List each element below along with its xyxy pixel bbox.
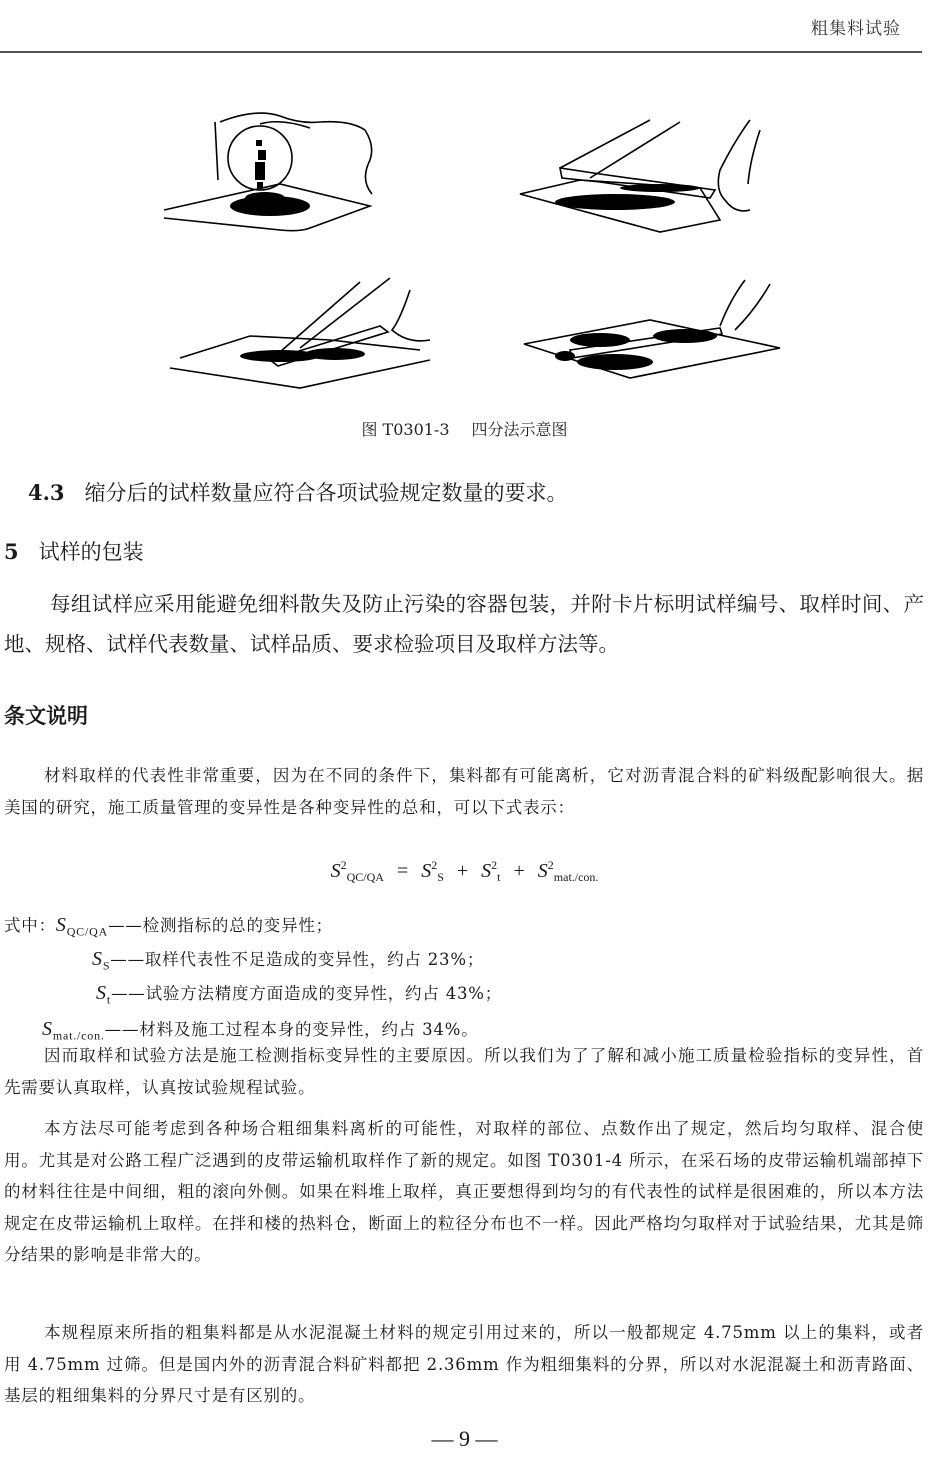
- notes-paragraph-1: 材料取样的代表性非常重要，因为在不同的条件下，集料都有可能离析，它对沥青混合料的矿料级配影响很大。据美国的研究，施工质量管理的变异性是各种变异性的总和，可以下式表示：: [4, 766, 924, 817]
- section-4-3: [28, 477, 568, 507]
- notes-heading: 条文说明: [4, 704, 88, 728]
- section-5-heading: [4, 536, 144, 566]
- figure-panel-flatten: [510, 110, 785, 240]
- notes-paragraph-3: 本方法尽可能考虑到各种场合粗细集料离析的可能性，对取样的部位、点数作出了规定，然后均匀取样、混合使用。尤其是对公路工程广泛遇到的皮带运输机取样作了新的规定。如图 T0301-4 所示，在采石场的皮带运输机端部掉下的材料往往是中间细，粗的滚向外侧。如果在料堆上取样，真正要想得到均匀的有代表性的试样是很困难的，所以本方法规定在皮带运输机上取样。在拌和楼的热料仓，断面上的粒径分布也不一样。因此严格均匀取样对于试验结果，尤其是筛分结果的影响是非常大的。: [4, 1119, 924, 1264]
- page-number: — 9 —: [431, 1426, 498, 1451]
- header-rule: [0, 51, 922, 53]
- figure-panel-pour: [160, 110, 440, 240]
- figure-caption: [0, 417, 929, 440]
- section-number: 4.3: [28, 480, 65, 505]
- section-text: 缩分后的试样数量应符合各项试验规定数量的要求。: [84, 481, 568, 505]
- notes-paragraph-2: 因而取样和试验方法是施工检测指标变异性的主要原因。所以我们为了了解和减小施工质量检验指标的变异性，首先需要认真取样，认真按试验规程试验。: [4, 1046, 924, 1097]
- running-head-title: 粗集料试验: [811, 19, 901, 39]
- variance-formula: $S^2_{QC/QA} = S^2_S + S^2_t + S^2_{mat./con.}$: [330, 858, 599, 884]
- figure-title: 四分法示意图: [471, 420, 568, 439]
- section-title: 试样的包装: [38, 540, 144, 564]
- figure-panel-quarter: [510, 270, 785, 390]
- notes-paragraph-4: 本规程原来所指的粗集料都是从水泥混凝土材料的规定引用过来的，所以一般都规定 4.75mm 以上的集料，或者用 4.75mm 过筛。但是国内外的沥青混合料矿料都把 2.36mm 作为粗细集料的分界，所以对水泥混凝土和沥青路面、基层的粗细集料的分界尺寸是有区别的。: [4, 1323, 924, 1405]
- definition-item: 式中：$S_{QC/QA}——$检测指标的总的变异性；: [4, 914, 333, 939]
- definition-item: $S_t——$试验方法精度方面造成的变异性，约占 43%；: [96, 982, 503, 1007]
- quartering-method-figure: [150, 110, 780, 400]
- figure-number: 图 T0301-3: [361, 420, 450, 439]
- definition-item: $S_S——$取样代表性不足造成的变异性，约占 23%；: [92, 948, 485, 973]
- definition-item: $S_{mat./con.}——$材料及施工过程本身的变异性，约占 34%。: [42, 1018, 479, 1043]
- section-5-paragraph: 每组试样应采用能避免细料散失及防止污染的容器包装，并附卡片标明试样编号、取样时间、产地、规格、试样代表数量、试样品质、要求检验项目及取样方法等。: [4, 592, 924, 656]
- figure-panel-divide: [160, 270, 440, 390]
- section-number: 5: [4, 539, 19, 564]
